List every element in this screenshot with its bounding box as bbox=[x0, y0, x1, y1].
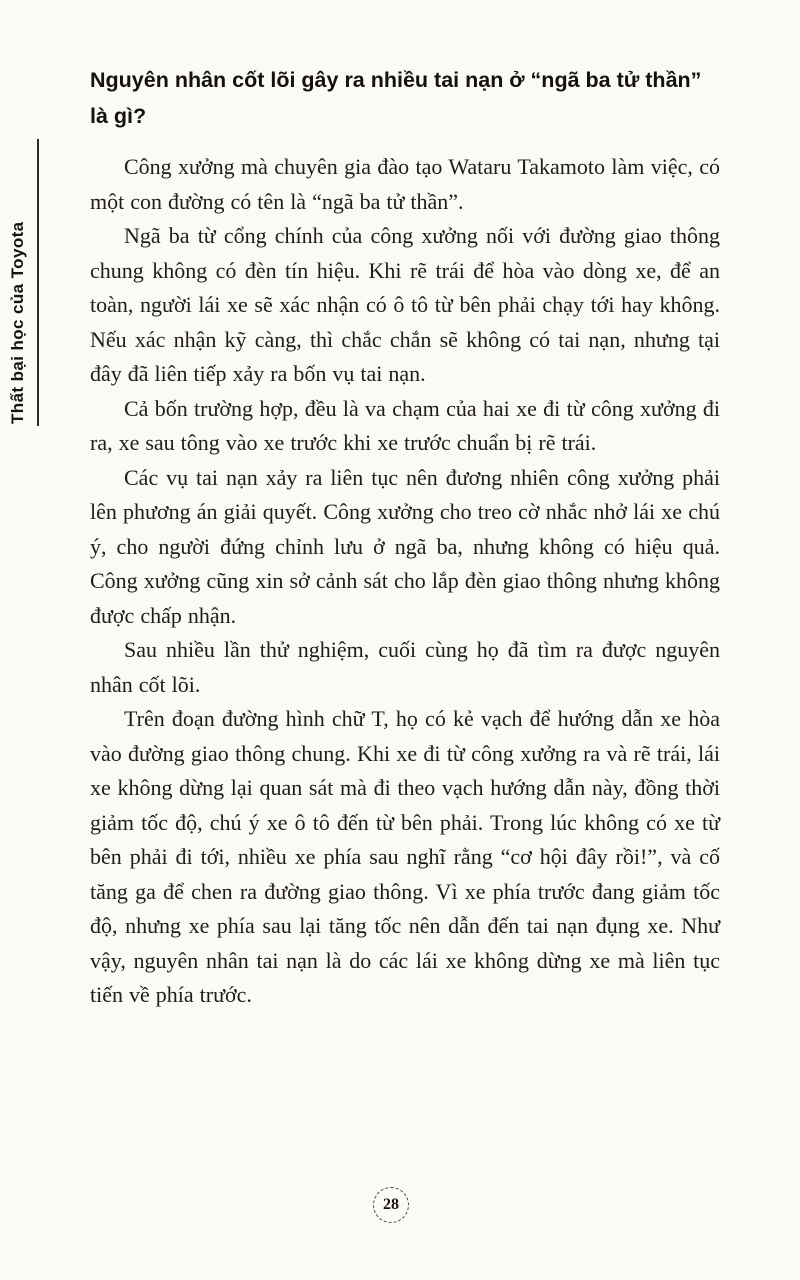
body-paragraph: Các vụ tai nạn xảy ra liên tục nên đương nhiên công xưởng phải lên phương án giải quyết. Công xưởng cho treo cờ nhắc nhở lái xe chú ý, cho người đứng chỉnh lưu ở ngã ba, nhưng không có hiệu quả. Công xưởng cũng xin sở cảnh sát cho lắp đèn giao thông nhưng không được chấp nhận. bbox=[90, 464, 720, 628]
body-paragraph: Cả bốn trường hợp, đều là va chạm của hai xe đi từ công xưởng đi ra, xe sau tông vào xe trước khi xe trước chuẩn bị rẽ trái. bbox=[90, 395, 720, 455]
page-number: 28 bbox=[383, 1196, 399, 1213]
section-heading: Nguyên nhân cốt lõi gây ra nhiều tai nạn ở “ngã ba tử thần” là gì? bbox=[90, 68, 702, 128]
body-paragraph: Sau nhiều lần thử nghiệm, cuối cùng họ đã tìm ra được nguyên nhân cốt lõi. bbox=[90, 637, 720, 697]
body-paragraph: Công xưởng mà chuyên gia đào tạo Wataru Takamoto làm việc, có một con đường có tên là “ngã ba tử thần”. bbox=[90, 154, 720, 214]
spine-divider-line bbox=[37, 139, 39, 426]
body-paragraph: Trên đoạn đường hình chữ T, họ có kẻ vạch để hướng dẫn xe hòa vào đường giao thông chung. Khi xe đi từ công xưởng ra và rẽ trái, lái xe không dừng lại quan sát mà đi theo vạch hướng dẫn này, đồng thời giảm tốc độ, chú ý xe ô tô đến từ bên phải. Trong lúc không có xe từ bên phải đi tới, nhiều xe phía sau nghĩ rằng “cơ hội đây rồi!”, và cố tăng ga để chen ra đường giao thông. Vì xe phía trước đang giảm tốc độ, nhưng xe phía sau lại tăng tốc nên dẫn đến tai nạn đụng xe. Như vậy, nguyên nhân tai nạn là do các lái xe không dừng xe mà liên tục tiến về phía trước. bbox=[90, 706, 720, 1007]
book-title-vertical: Thất bại học của Toyota bbox=[8, 221, 27, 424]
body-paragraph: Ngã ba từ cổng chính của công xưởng nối với đường giao thông chung không có đèn tín hiệu. Khi rẽ trái để hòa vào dòng xe, để an toàn, người lái xe sẽ xác nhận có ô tô từ bên phải chạy tới hay không. Nếu xác nhận kỹ càng, thì chắc chắn sẽ không có tai nạn, nhưng tại đây đã liên tiếp xảy ra bốn vụ tai nạn. bbox=[90, 223, 720, 386]
page-content bbox=[90, 62, 720, 1013]
page-number-badge bbox=[373, 1187, 409, 1223]
